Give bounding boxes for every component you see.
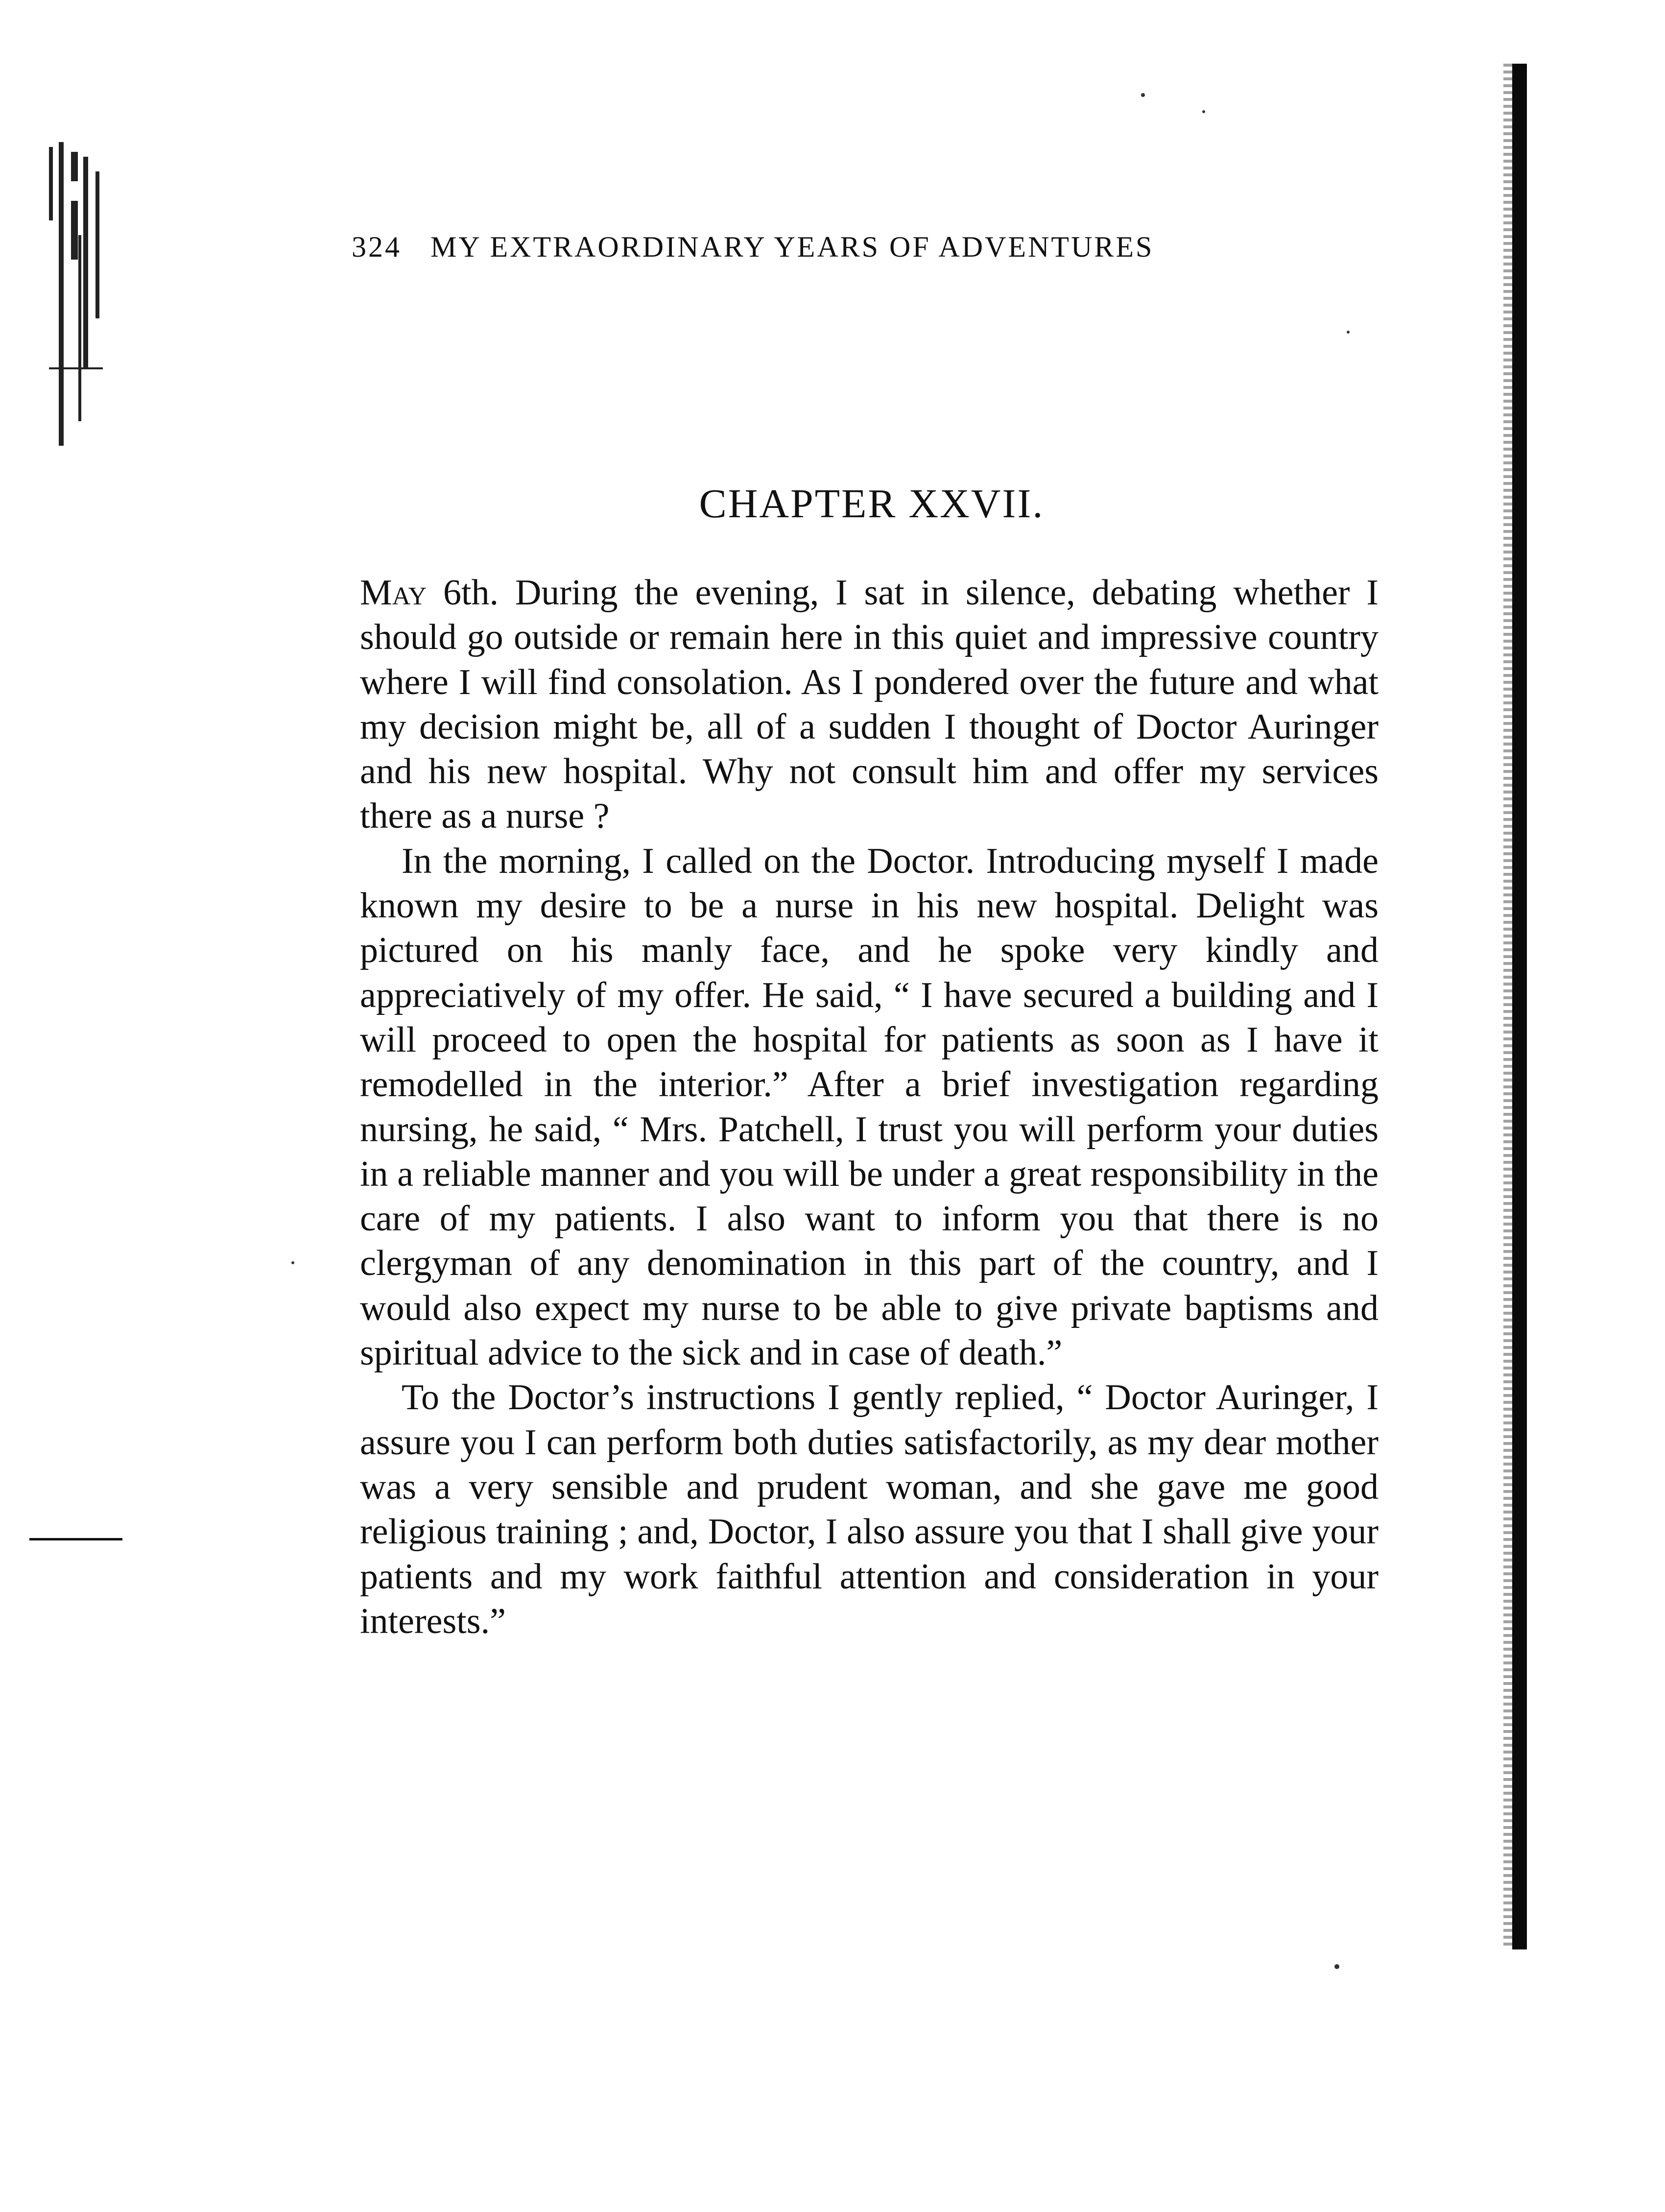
scan-speck xyxy=(1202,110,1205,113)
binding-edge xyxy=(1512,64,1527,1949)
scan-speck xyxy=(1141,93,1145,97)
paragraph-1 xyxy=(360,571,1379,839)
paragraph-2: In the morning, I called on the Doctor. Introducing myself I made known my desire to be a nurse in his new hospital. Delight was pictured on his manly face, and he spoke very kindly and appreciatively of my offer. He said, “ I have secured a building and I will proceed to open the hospital for patients as soon as I have it remodelled in the interior.” After a brief investigation regarding nursing, he said, “ Mrs. Patchell, I trust you will perform your duties in a reliable manner and you will be under a great responsibility in the care of my patients. I also want to inform you that there is no clergyman of any denomination in this part of the country, and I would also expect my nurse to be able to give private baptisms and spiritual advice to the sick and in case of death.” xyxy=(360,841,1379,1373)
body-text xyxy=(360,571,1379,1644)
scanner-edge-marks xyxy=(49,73,113,514)
scan-speck xyxy=(1347,331,1350,334)
paragraph-3: To the Doctor’s instructions I gently replied, “ Doctor Auringer, I assure you I can perform both duties satisfactorily, as my dear mother was a very sensible and prudent woman, and she gave me good religious training ; and, Doctor, I also assure you that I shall give your patients and my work faithful attention and consideration in your interests.” xyxy=(360,1377,1379,1641)
margin-rule xyxy=(29,1538,122,1540)
scan-speck xyxy=(1334,1964,1339,1969)
paragraph-1-text: 6th. During the evening, I sat in silence, debating whether I should go outside or remain here in this quiet and impressive country where I will find consolation. As I pondered over the future and what my decision might be, all of a sudden I thought of Doctor Auringer and his new hospital. Why not consult him and offer my services there as a nurse ? xyxy=(360,573,1379,837)
paragraph-1-lead: May xyxy=(360,573,427,613)
page-number: 324 xyxy=(352,231,402,263)
binding-edge-texture xyxy=(1503,64,1512,1949)
running-head xyxy=(352,230,1282,264)
running-title: MY EXTRAORDINARY YEARS OF ADVENTURES xyxy=(430,231,1154,263)
chapter-title: CHAPTER XXVII. xyxy=(699,481,1045,527)
scan-speck xyxy=(291,1261,294,1264)
